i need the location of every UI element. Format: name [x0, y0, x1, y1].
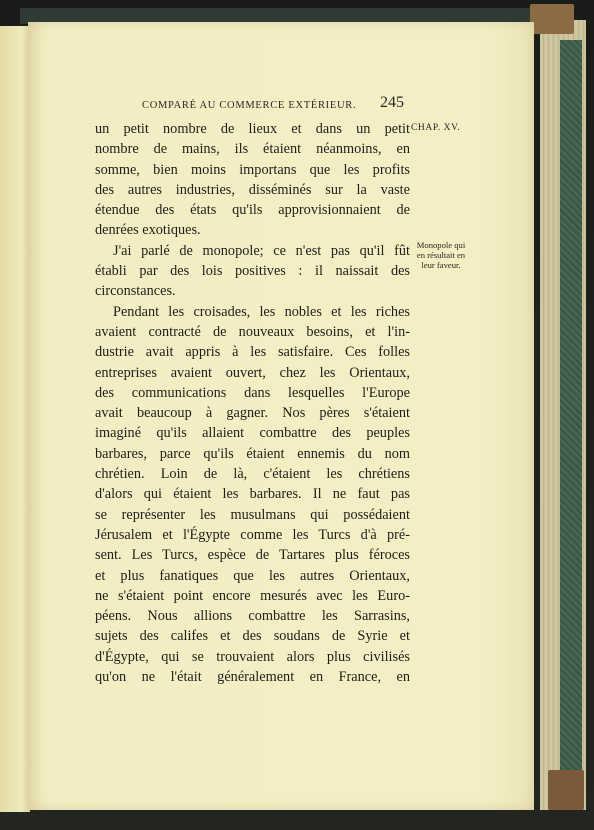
text-line: un petit nombre de lieux et dans un petit [95, 121, 410, 137]
facing-page-edge [0, 26, 30, 812]
margin-note-line: en résultait en [416, 250, 466, 260]
text-line: Pendant les croisades, les nobles et les riches [113, 303, 410, 320]
text-line: ne s'étaient point encore mesurés avec les Euro- [95, 587, 410, 604]
text-line: Jérusalem et l'Égypte comme les Turcs d'à pré- [95, 526, 410, 543]
leather-corner-top [530, 4, 574, 34]
margin-note-line: Monopole qui [416, 240, 466, 250]
page-number: 245 [380, 94, 404, 111]
text-line: nombre de mains, ils étaient néanmoins, en [95, 141, 410, 158]
text-line: se représenter les musulmans qui possédaient [95, 506, 410, 523]
text-line: chrétien. Loin de là, c'étaient les chrétiens [95, 466, 410, 483]
text-line: d'Égypte, qui se trouvaient alors plus civilisés [95, 648, 410, 665]
text-line: entreprises avaient ouvert, chez les Orientaux, [95, 364, 410, 381]
text-line: des communications dans lesquelles l'Europe [95, 384, 410, 401]
text-line: et plus fanatiques que les autres Orientaux, [95, 567, 410, 584]
text-line: imaginé qu'ils allaient combattre des peuples [95, 425, 410, 442]
text-line: sent. Les Turcs, espèce de Tartares plus féroces [95, 547, 410, 564]
text-line: étendue des états qu'ils approvisionnaient de [95, 202, 410, 219]
text-line: sujets des califes et des soudans de Syrie et [95, 628, 410, 645]
text-line: circonstances. [95, 283, 176, 300]
text-line: établi par des lois positives : il naissait des [95, 263, 410, 280]
text-line: avait beaucoup à gagner. Nos pères s'étaient [95, 405, 410, 422]
text-line: barbares, parce qu'ils étaient ennemis du nom [95, 445, 410, 462]
text-line: denrées exotiques. [95, 222, 201, 239]
text-line: J'ai parlé de monopole; ce n'est pas qu'il fût [113, 242, 410, 259]
text-line: qu'on ne l'était généralement en France, en [95, 669, 410, 686]
margin-note-line: leur faveur. [421, 260, 461, 270]
text-line: d'alors qui étaient les barbares. Il ne faut pas [95, 486, 410, 503]
margin-note [409, 240, 473, 270]
text-line: des autres industries, disséminés sur la vaste [95, 181, 410, 198]
text-line: somme, bien moins importans que les profits [95, 161, 410, 178]
leather-corner-bottom [548, 770, 584, 810]
text-line: péens. Nous allions combattre les Sarrasins, [95, 608, 410, 625]
text-line: dustrie avait appris à les satisfaire. Ces folles [95, 344, 410, 361]
cloth-binding [560, 40, 582, 810]
margin-chapter-label: CHAP. XV. [411, 123, 461, 133]
body-text [95, 119, 410, 687]
running-head-title: COMPARÉ AU COMMERCE EXTÉRIEUR. [142, 100, 357, 111]
running-head [96, 94, 406, 114]
text-line: avaient contracté de nouveaux besoins, et l'in- [95, 323, 410, 340]
